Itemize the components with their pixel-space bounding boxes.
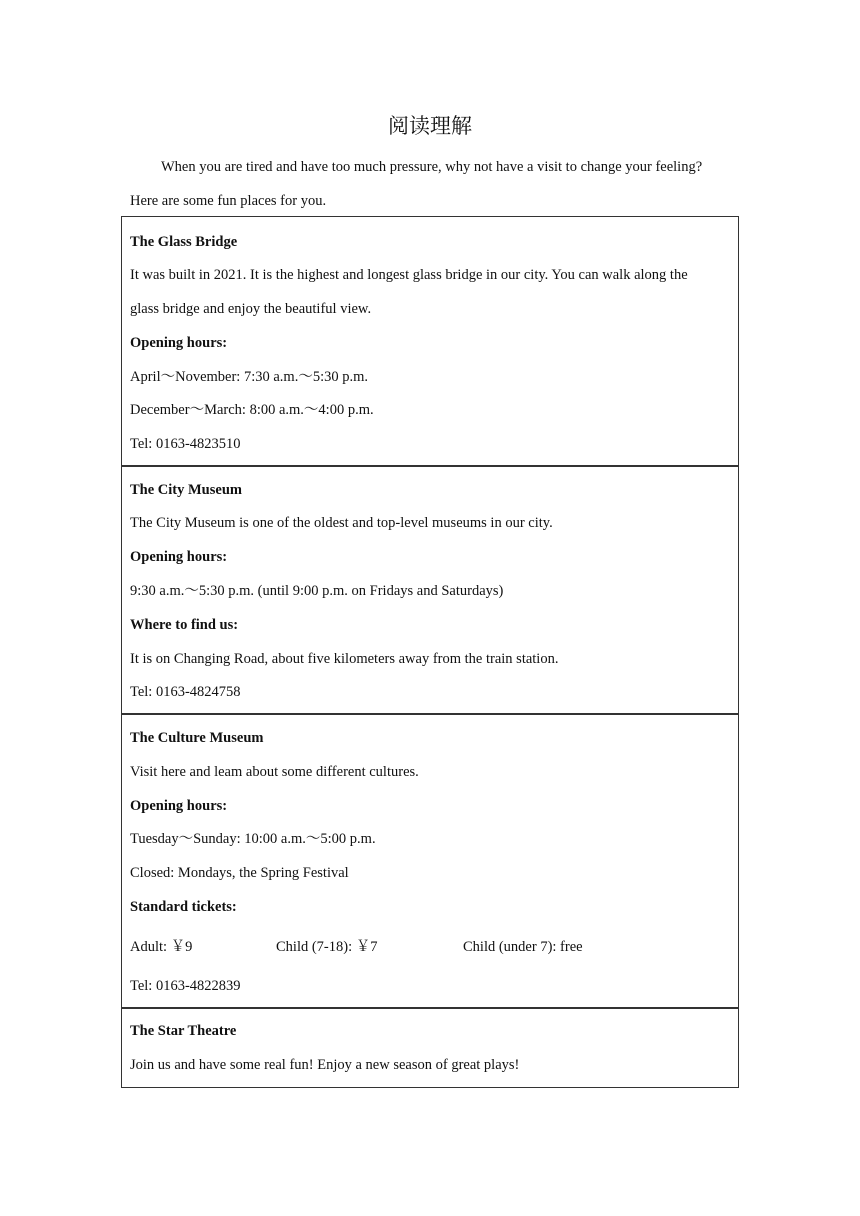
opening-hours-label: Opening hours: xyxy=(130,335,228,351)
closed-days: Closed: Mondays, the Spring Festival xyxy=(130,865,349,881)
opening-hours: Tuesday～Sunday: 10:00 a.m.～5:00 p.m. xyxy=(130,831,376,847)
telephone: Tel: 0163-4824758 xyxy=(130,684,241,700)
location: It is on Changing Road, about five kilometers away from the train station. xyxy=(130,651,559,667)
place-description: The City Museum is one of the oldest and top-level museums in our city. xyxy=(130,515,553,531)
place-card-culture-museum xyxy=(121,713,739,1009)
opening-hours: April～November: 7:30 a.m.～5:30 p.m. xyxy=(130,369,369,385)
place-name: The Glass Bridge xyxy=(130,234,238,250)
ticket-adult: Adult: ￥9 xyxy=(130,939,193,955)
place-name: The Culture Museum xyxy=(130,730,264,746)
where-label: Where to find us: xyxy=(130,617,239,633)
opening-hours: December～March: 8:00 a.m.～4:00 p.m. xyxy=(130,402,374,418)
ticket-child-under-7: Child (under 7): free xyxy=(463,939,583,955)
place-description: glass bridge and enjoy the beautiful view. xyxy=(130,301,372,317)
place-description: Visit here and leam about some different cultures. xyxy=(130,764,419,780)
tickets-label: Standard tickets: xyxy=(130,899,237,915)
place-description: Join us and have some real fun! Enjoy a new season of great plays! xyxy=(130,1057,520,1073)
opening-hours: 9:30 a.m.～5:30 p.m. (until 9:00 p.m. on Fridays and Saturdays) xyxy=(130,583,504,599)
telephone: Tel: 0163-4823510 xyxy=(130,436,241,452)
opening-hours-label: Opening hours: xyxy=(130,549,228,565)
telephone: Tel: 0163-4822839 xyxy=(130,978,241,994)
place-card-star-theatre xyxy=(121,1007,739,1088)
place-description: It was built in 2021. It is the highest and longest glass bridge in our city. You can walk along the xyxy=(130,267,688,283)
place-card-glass-bridge xyxy=(121,216,739,467)
place-name: The Star Theatre xyxy=(130,1023,237,1039)
intro-line-2: Here are some fun places for you. xyxy=(130,193,327,209)
page-title: 阅读理解 xyxy=(388,114,472,138)
opening-hours-label: Opening hours: xyxy=(130,798,228,814)
place-name: The City Museum xyxy=(130,482,242,498)
ticket-child-7-18: Child (7-18): ￥7 xyxy=(276,939,378,955)
place-card-city-museum xyxy=(121,465,739,715)
intro-line-1: When you are tired and have too much pressure, why not have a visit to change your feeling? xyxy=(161,159,703,175)
